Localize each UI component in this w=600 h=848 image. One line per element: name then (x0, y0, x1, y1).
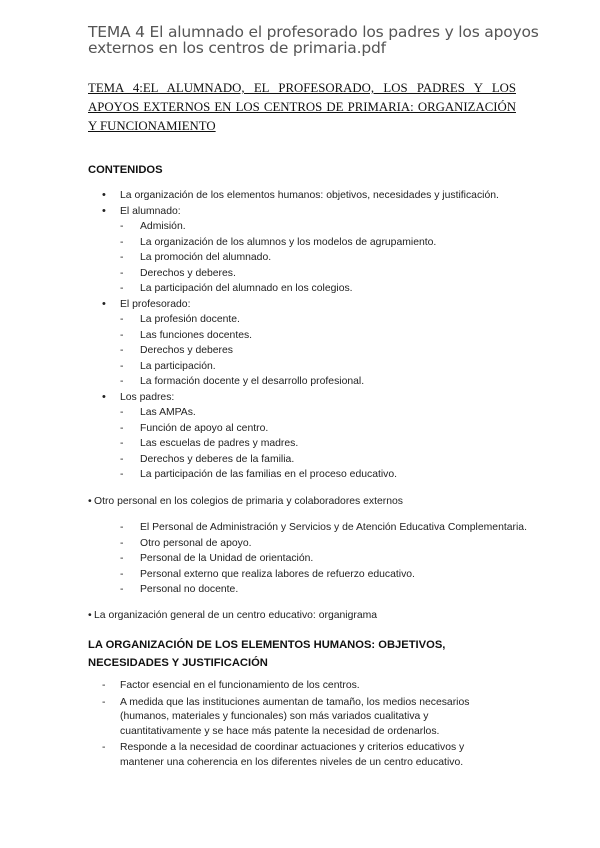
sublist-item: - La organización de los alumnos y los modelos de agrupamiento. (120, 235, 540, 251)
sublist-item: - Derechos y deberes de la familia. (120, 452, 540, 468)
list-item-label: Los padres: (120, 391, 175, 403)
sublist (120, 219, 540, 297)
list-item-label: La organización de los elementos humanos: objetivos, necesidades y justificación. (120, 190, 499, 201)
sublist-item: - Admisión. (120, 219, 540, 235)
bullet-icon: • (88, 496, 92, 507)
sublist-item: - Las escuelas de padres y madres. (120, 436, 540, 452)
sublist-item: - Las funciones docentes. (120, 328, 540, 344)
bullet-icon: • (88, 610, 92, 621)
list-item (100, 390, 540, 483)
sublist-item: - El Personal de Administración y Servicios y de Atención Educativa Complementaria. (120, 520, 550, 536)
sublist-item: - Otro personal de apoyo. (120, 536, 550, 552)
list-item: - Responde a la necesidad de coordinar actuaciones y criterios educativos y mantener una coherencia en los diferentes niveles de un centro educativo. (100, 741, 510, 770)
organigrama-item (88, 610, 548, 621)
list-item-label: El profesorado: (120, 298, 191, 310)
otro-personal-item (88, 496, 548, 507)
sublist-item: - Personal de la Unidad de orientación. (120, 551, 550, 567)
list-item-label: El alumnado: (120, 205, 181, 217)
contenidos-title: CONTENIDOS (88, 164, 163, 176)
list-item: - A medida que las instituciones aumentan de tamaño, los medios necesarios (humanos, materiales y funcionales) son más variados cualitativa y cuantitativamente y se hace más patente la necesidad de ordenarlos. (100, 696, 510, 740)
sublist-item: - Derechos y deberes (120, 343, 540, 359)
file-title: TEMA 4 El alumnado el profesorado los padres y los apoyos externos en los centros de primaria.pdf (88, 23, 539, 57)
sublist (120, 312, 540, 390)
section-list (100, 679, 510, 773)
organigrama-label: La organización general de un centro educativo: organigrama (94, 610, 378, 621)
sublist (120, 405, 540, 483)
otro-personal-label: Otro personal en los colegios de primaria y colaboradores externos (94, 496, 403, 507)
list-item (100, 297, 540, 390)
sublist-item: - La promoción del alumnado. (120, 250, 540, 266)
sublist-item: - Función de apoyo al centro. (120, 421, 540, 437)
sublist-item: - Personal no docente. (120, 582, 550, 598)
sublist-item: - La participación de las familias en el proceso educativo. (120, 467, 540, 483)
sublist-item: - Personal externo que realiza labores de refuerzo educativo. (120, 567, 550, 583)
document-heading: TEMA 4:EL ALUMNADO, EL PROFESORADO, LOS PADRES Y LOS APOYOS EXTERNOS EN LOS CENTROS DE PRIMARIA: ORGANIZACIÓN Y FUNCIONAMIENTO (88, 81, 516, 133)
list-item: - Factor esencial en el funcionamiento de los centros. (100, 679, 510, 694)
sublist-item: - Derechos y deberes. (120, 266, 540, 282)
sublist-item: - La participación. (120, 359, 540, 375)
sublist-item: - La formación docente y el desarrollo profesional. (120, 374, 540, 390)
list-item (100, 204, 540, 297)
list-item (100, 188, 540, 204)
otro-personal-sublist (120, 520, 550, 598)
sublist-item: - Las AMPAs. (120, 405, 540, 421)
sublist-item: - La participación del alumnado en los colegios. (120, 281, 540, 297)
contenidos-list (100, 188, 540, 483)
sublist-item: - La profesión docente. (120, 312, 540, 328)
section-title: LA ORGANIZACIÓN DE LOS ELEMENTOS HUMANOS: OBJETIVOS, NECESIDADES Y JUSTIFICACIÓN (88, 639, 446, 669)
